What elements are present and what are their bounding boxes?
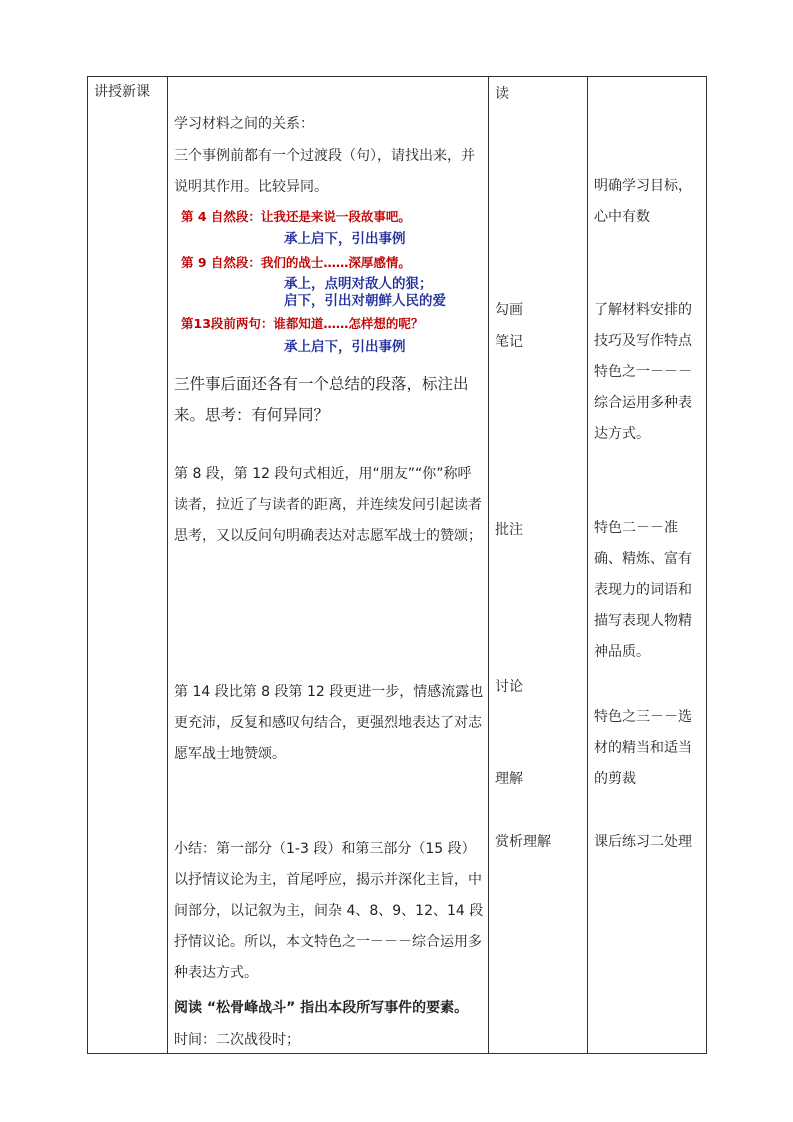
annotation-quote-1: 第 4 自然段：让我还是来说一段故事吧。 <box>181 209 411 224</box>
paragraph-8-12-analysis: 第 8 段，第 12 段句式相近，用“朋友”“你”称呼读者，拉近了与读者的距离，并连续发问引起读者思考，又以反问句明确表达对志愿军战士的赞颂； <box>174 466 482 544</box>
goal-homework: 课后练习二处理 <box>594 834 692 850</box>
section-label: 讲授新课 <box>94 84 150 100</box>
goal-clarify-objectives: 明确学习目标，心中有数 <box>594 178 692 225</box>
transition-question: 三个事例前都有一个过渡段（句），请找出来，并说明其作用。比较异同。 <box>174 148 475 195</box>
activity-discuss: 讨论 <box>495 679 523 695</box>
reading-task: 阅读 “松骨峰战斗” 指出本段所写事件的要素。 <box>174 1000 469 1016</box>
goal-material-arrangement: 了解材料安排的技巧及写作特点 <box>594 302 692 349</box>
table-divider-2 <box>488 76 489 1053</box>
paragraph-14-analysis: 第 14 段比第 8 段第 12 段更进一步，情感流露也更充沛，反复和感叹句结合，更强烈地表达了对志愿军战士地赞颂。 <box>174 684 484 762</box>
relation-heading: 学习材料之间的关系： <box>174 116 314 132</box>
time-line: 时间：二次战役时； <box>174 1032 300 1048</box>
activity-appreciate: 赏析理解 <box>495 834 551 850</box>
table-border-right <box>706 76 707 1053</box>
table-divider-1 <box>167 76 168 1053</box>
goal-feature-three: 特色之三－－选材的精当和适当的剪裁 <box>594 709 692 787</box>
table-border-left <box>87 76 88 1053</box>
annotation-note-2a: 承上，点明对敌人的狠； <box>284 276 433 292</box>
annotation-quote-2: 第 9 自然段：我们的战士……深厚感情。 <box>181 255 411 270</box>
goal-feature-one: 特色之一－－－综合运用多种表达方式。 <box>594 364 692 442</box>
annotation-note-3: 承上启下，引出事例 <box>284 339 406 355</box>
annotation-quote-3: 第13段前两句：谁都知道……怎样想的呢？ <box>181 316 424 331</box>
goal-feature-two: 特色二－－准确、精炼、富有表现力的词语和描写表现人物精神品质。 <box>594 520 692 660</box>
table-bottom-border <box>87 1053 707 1054</box>
table-top-border <box>87 76 707 77</box>
activity-annotate: 批注 <box>495 522 523 538</box>
summary-question: 三件事后面还各有一个总结的段落，标注出来。思考：有何异同？ <box>174 375 469 424</box>
activity-notes: 笔记 <box>495 334 523 350</box>
activity-read: 读 <box>495 86 509 102</box>
section-conclusion: 小结：第一部分（1-3 段）和第三部分（15 段）以抒情议论为主，首尾呼应，揭示并深化主旨，中间部分，以记叙为主，间杂 4、8、9、12、14 段抒情议论。所以，本文特色之一－－－综合运用多种表达方式。 <box>174 841 484 981</box>
annotation-note-2b: 启下，引出对朝鲜人民的爱 <box>284 293 446 309</box>
activity-understand: 理解 <box>495 771 523 787</box>
activity-outline: 勾画 <box>495 302 523 318</box>
table-divider-3 <box>587 76 588 1053</box>
annotation-note-1: 承上启下，引出事例 <box>284 231 406 247</box>
